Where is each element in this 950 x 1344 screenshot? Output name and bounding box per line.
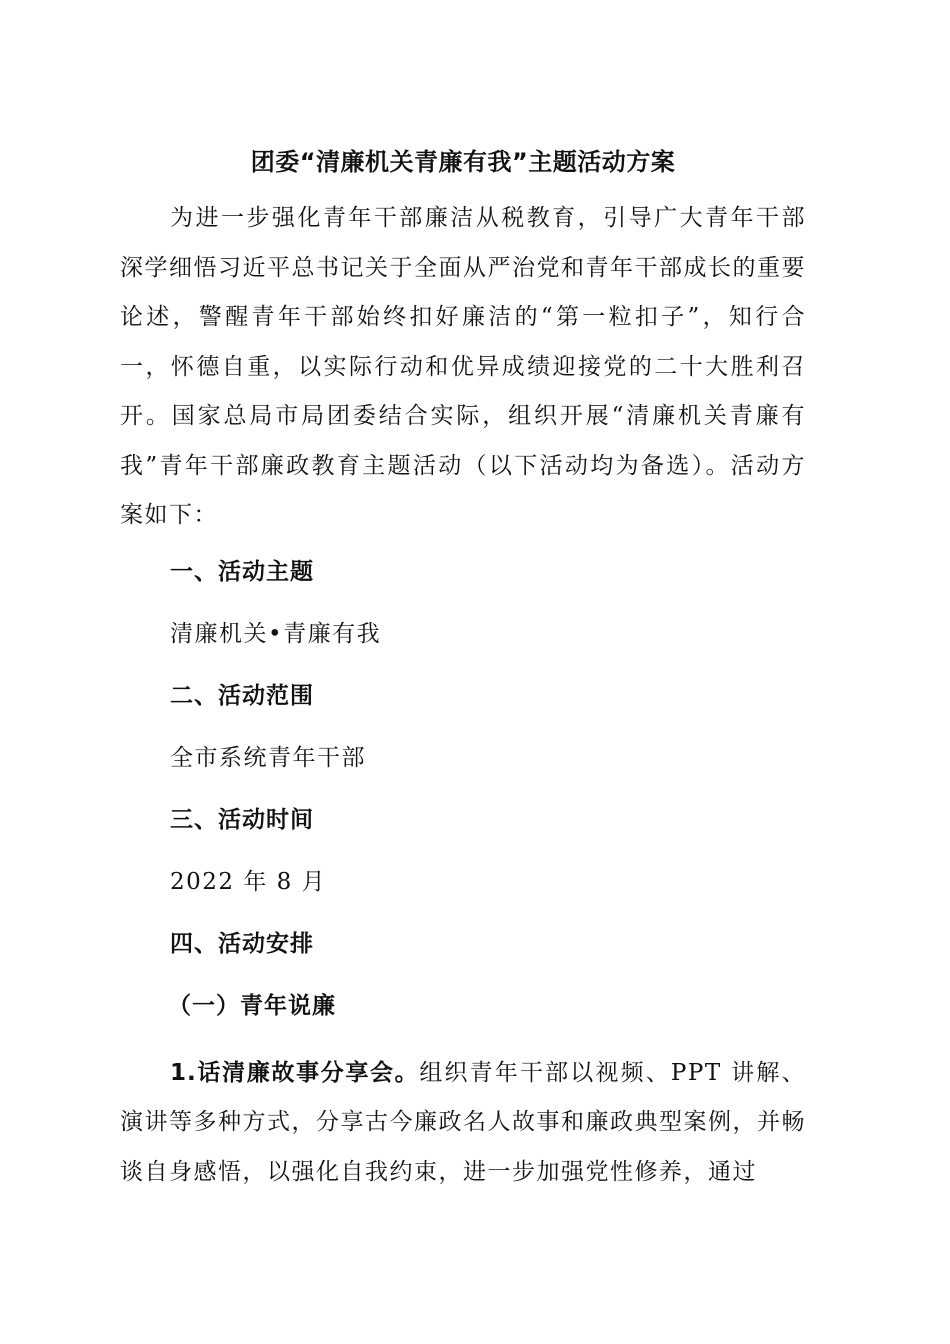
- section-heading-scope: 二、活动范围: [170, 682, 314, 709]
- item-story-sharing-text: 组织青年干部以视频、PPT 讲解、演讲等多种方式，分享古今廉政名人故事和廉政典型案例，并畅谈自身感悟，以强化自我约束，进一步加强党性修养，通过: [120, 1059, 806, 1185]
- item-story-sharing: [120, 1049, 806, 1198]
- intro-paragraph: 为进一步强化青年干部廉洁从税教育，引导广大青年干部深学细悟习近平总书记关于全面从严治党和青年干部成长的重要论述，警醒青年干部始终扣好廉洁的“第一粒扣子”，知行合一，怀德自重，以实际行动和优异成绩迎接党的二十大胜利召开。国家总局市局团委结合实际，组织开展“清廉机关青廉有我”青年干部廉政教育主题活动（以下活动均为备选）。活动方案如下：: [120, 205, 806, 528]
- item-story-sharing-lead: 1.话清廉故事分享会。: [170, 1059, 420, 1086]
- document-body: [120, 143, 806, 1197]
- section-text-scope: 全市系统青年干部: [170, 744, 366, 771]
- subsection-heading-youth-talk: （一）青年说廉: [168, 992, 336, 1019]
- section-heading-arrangement: 四、活动安排: [170, 930, 314, 957]
- section-text-time: 2022 年 8 月: [170, 868, 327, 895]
- section-heading-time: 三、活动时间: [170, 806, 314, 833]
- section-text-theme: 清廉机关•青廉有我: [170, 620, 382, 647]
- section-heading-theme: 一、活动主题: [170, 558, 314, 585]
- document-title: 团委“清廉机关青廉有我”主题活动方案: [250, 148, 676, 176]
